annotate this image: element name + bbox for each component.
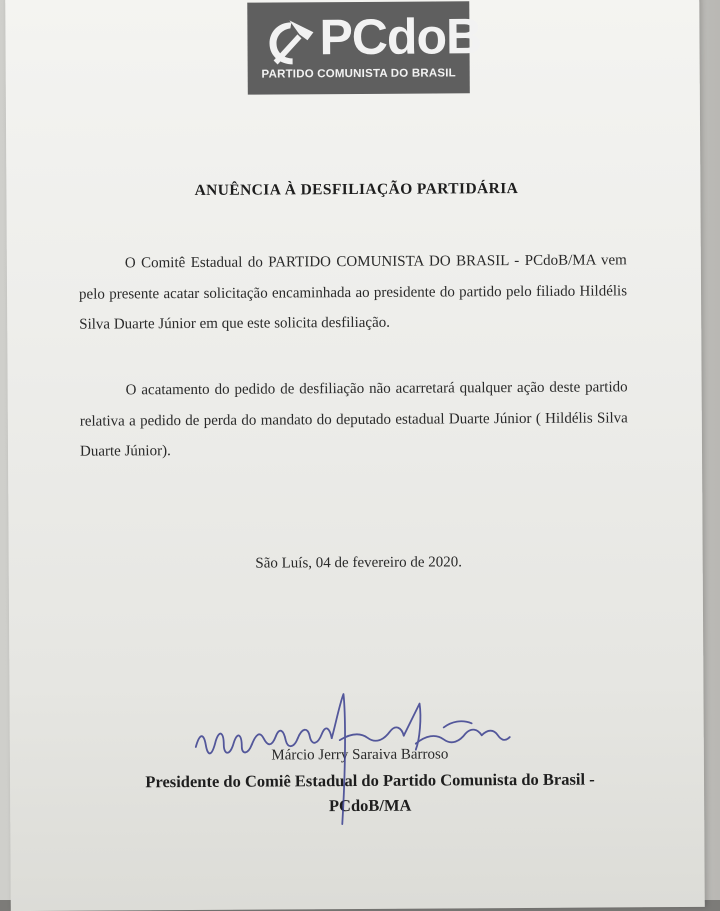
- date-line: São Luís, 04 de fevereiro de 2020.: [255, 554, 463, 572]
- paragraph-1: O Comitê Estadual do PARTIDO COMUNISTA DO BRASIL - PCdoB/MA vem pelo presente acatar solicitação encaminhada ao presidente do partido pelo filiado Hildélis Silva Duarte Júnior em que este solicita desfiliação.: [78, 252, 628, 333]
- logo-name: PCdoB: [319, 8, 482, 66]
- document-title: ANUÊNCIA À DESFILIAÇÃO PARTIDÁRIA: [194, 179, 519, 199]
- signatory-role-line-2: PCdoB/MA: [328, 795, 412, 816]
- signatory-role-line-1: Presidente do Comiê Estadual do Partido Comunista do Brasil -: [145, 769, 595, 792]
- logo-subtitle: PARTIDO COMUNISTA DO BRASIL: [261, 67, 456, 81]
- party-logo: [247, 1, 482, 94]
- handwritten-signature: [189, 683, 520, 835]
- hammer-and-sickle-icon: [261, 16, 321, 70]
- paragraph-2: O acatamento do pedido de desfiliação não acarretará qualquer ação deste partido relativa a pedido de perda do mandato do deputado estadual Duarte Júnior ( Hildélis Silva Duarte Júnior).: [79, 379, 628, 460]
- document-page: [5, 0, 705, 911]
- signatory-name: Márcio Jerry Saraiva Barroso: [271, 746, 449, 764]
